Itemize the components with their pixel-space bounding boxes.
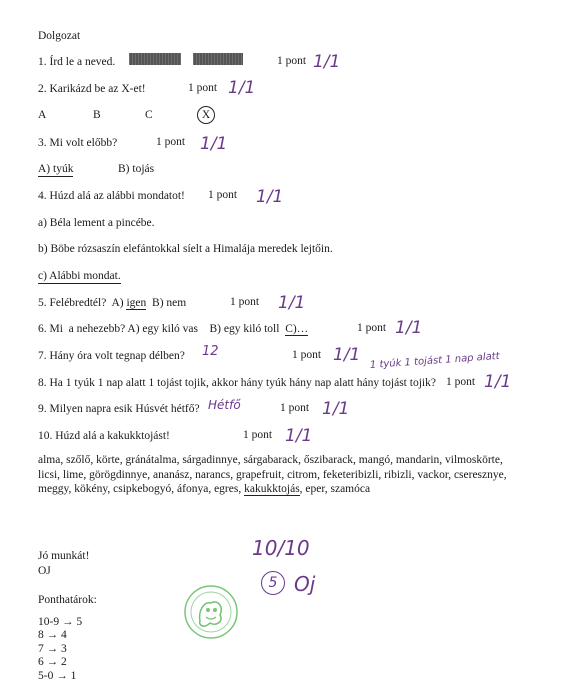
q5-points: 1 pont <box>230 296 260 308</box>
q10-word-list <box>38 453 508 497</box>
title: Dolgozat <box>38 30 81 42</box>
q4-mark: 1/1 <box>256 187 284 207</box>
redacted-name-2 <box>193 53 243 65</box>
q10-mark: 1/1 <box>285 426 313 446</box>
q3-points: 1 pont <box>156 136 186 148</box>
q5-text <box>38 296 186 310</box>
q4-sentence-a: a) Béla lement a pincébe. <box>38 217 155 229</box>
q2-option-x-label: X <box>201 109 211 121</box>
q8-mark: 1/1 <box>484 372 512 392</box>
q6-prefix: 6. Mi a nehezebb? A) egy kiló vas B) egy kiló toll <box>38 323 286 335</box>
closing-line1: Jó munkát! <box>38 550 90 562</box>
q5-suffix: B) nem <box>146 297 187 309</box>
q7-answer: 12 <box>202 344 219 359</box>
q2-points: 1 pont <box>188 82 218 94</box>
total-score: 10/10 <box>252 536 310 560</box>
scale-row: 10-9 → 5 <box>38 616 83 628</box>
q4-text: 4. Húzd alá az alábbi mondatot! <box>38 190 185 202</box>
q6-mark: 1/1 <box>395 318 423 338</box>
q2-option-x <box>197 106 215 124</box>
q10-words-after: , eper, szamóca <box>299 483 371 495</box>
q7-mark: 1/1 <box>333 345 361 365</box>
q8-question: 8. Ha 1 tyúk 1 nap alatt 1 tojást tojik, akkor hány tyúk hány nap alatt hány tojást tojik? <box>38 377 436 389</box>
q10-text: 10. Húzd alá a kakukktojást! <box>38 430 170 442</box>
q3-mark: 1/1 <box>200 134 228 154</box>
q1-mark: 1/1 <box>313 52 341 72</box>
grade-mark <box>261 571 285 595</box>
q5-answer-igen: igen <box>126 297 147 309</box>
q6-points: 1 pont <box>357 322 387 334</box>
q4-sentence-b: b) Böbe rózsaszín elefántokkal síelt a Himalája meredek lejtőin. <box>38 243 333 255</box>
q2-option-a: A <box>38 109 47 121</box>
q10-points: 1 pont <box>243 429 273 441</box>
q2-option-b: B <box>93 109 101 121</box>
q2-mark: 1/1 <box>228 78 256 98</box>
q8-answer: 1 tyúk 1 tojást 1 nap alatt <box>369 350 500 371</box>
scale-row: 6 → 2 <box>38 656 67 668</box>
q2-option-c: C <box>145 109 153 121</box>
q9-text: 9. Milyen napra esik Húsvét hétfő? <box>38 403 200 415</box>
scale-row: 8 → 4 <box>38 629 67 641</box>
scale-row: 5-0 → 1 <box>38 670 77 682</box>
closing-line2: OJ <box>38 565 51 577</box>
scale-row: 7 → 3 <box>38 643 67 655</box>
grade-number: 5 <box>268 575 278 591</box>
green-stamp <box>180 583 242 641</box>
redacted-name-1 <box>129 53 181 65</box>
q6-answer-c: C)… <box>285 323 309 335</box>
q2-text: 2. Karikázd be az X-et! <box>38 83 146 95</box>
q8-points: 1 pont <box>446 376 476 388</box>
q7-points: 1 pont <box>292 349 322 361</box>
q1-points: 1 pont <box>277 55 307 67</box>
q10-kakukktojas: kakukktojás <box>244 483 300 495</box>
q4-sentence-c: c) Alábbi mondat. <box>38 270 121 282</box>
scale-title: Ponthatárok: <box>38 594 97 606</box>
q6-text <box>38 322 308 336</box>
q9-mark: 1/1 <box>322 399 350 419</box>
q3-option-b: B) tojás <box>118 163 155 175</box>
q9-answer: Hétfő <box>208 398 241 412</box>
q9-points: 1 pont <box>280 402 310 414</box>
q8-text <box>38 376 436 390</box>
q1-text: 1. Írd le a neved. <box>38 56 116 68</box>
q3-text: 3. Mi volt előbb? <box>38 137 118 149</box>
q4-points: 1 pont <box>208 189 238 201</box>
q3-option-a: A) tyúk <box>38 163 74 175</box>
q5-prefix: 5. Felébredtél? A) <box>38 297 127 309</box>
q5-mark: 1/1 <box>278 293 306 313</box>
q10-words-before: alma, szőlő, körte, gránátalma, sárgadinnye, sárgabarack, őszibarack, mangó, mandarin, vilmoskörte, licsi, lime, görögdinnye, ananász, narancs, grapefruit, citrom, feketeribizli, ribizli, vackor, cseresznye, meggy, kökény, csipkebogyó, áfonya, egres, <box>38 454 507 495</box>
grader-signature: Oj <box>294 572 316 596</box>
q7-text: 7. Hány óra volt tegnap délben? <box>38 350 185 362</box>
